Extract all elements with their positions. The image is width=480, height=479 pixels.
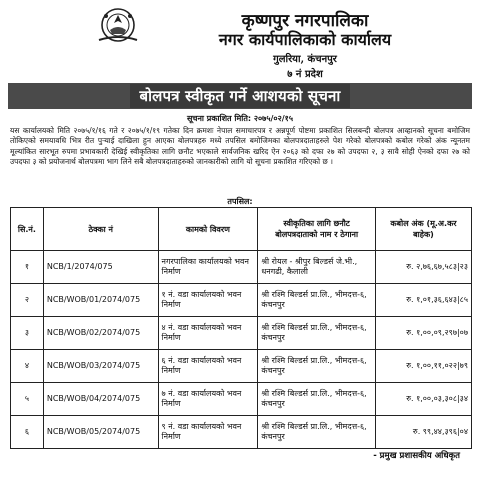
cell-contract: NCB/1/2074/075 (43, 251, 158, 284)
cell-contract: NCB/WOB/04/2074/075 (43, 383, 158, 416)
province-label: ७ नं प्रदेश (287, 69, 323, 80)
cell-amount: रु. १,००,११,०२२|७९ (375, 350, 471, 383)
notice-title-banner (8, 83, 472, 109)
cell-amount: रु. २,७६,६७,५८३|२३ (375, 251, 471, 284)
table-row (11, 317, 472, 350)
nepal-emblem-icon (96, 6, 140, 44)
bid-table (10, 207, 472, 449)
cell-serial: २ (11, 284, 44, 317)
cell-serial: ६ (11, 416, 44, 449)
cell-bidder: श्री रश्मि बिल्डर्स प्रा.लि., भीमदत्त-६, कंचनपुर (258, 350, 376, 383)
cell-serial: ४ (11, 350, 44, 383)
cell-contract: NCB/WOB/01/2074/075 (43, 284, 158, 317)
header-bidder: स्वीकृतिका लागि छनौट बोलपत्रदाताको नाम र ठेगाना (258, 208, 376, 251)
cell-description: ९ नं. वडा कार्यालयको भवन निर्माण (158, 416, 258, 449)
signature-line: - प्रमुख प्रशासकीय अधिकृत (373, 451, 460, 461)
header-serial: सि.नं. (11, 208, 44, 251)
municipality-name: कृष्णपुर नगरपालिका (241, 11, 369, 31)
cell-contract: NCB/WOB/03/2074/075 (43, 350, 158, 383)
cell-amount: रु. १,०१,३६,६४३|८५ (375, 284, 471, 317)
header-amount: कबोल अंक (मू.अ.कर बाहेक) (375, 208, 471, 251)
office-address: गुलरिया, कंचनपुर (273, 54, 337, 65)
cell-description: ७ नं. वडा कार्यालयको भवन निर्माण (158, 383, 258, 416)
cell-bidder: श्री रोयल - श्रीपुर बिल्डर्स जे.भी., धनगढी, कैलाली (258, 251, 376, 284)
cell-amount: रु. १,००,०९,२९७|०७ (375, 317, 471, 350)
cell-bidder: श्री रश्मि बिल्डर्स प्रा.लि., भीमदत्त-६, कंचनपुर (258, 284, 376, 317)
table-row (11, 416, 472, 449)
office-name: नगर कार्यपालिकाको कार्यालय (218, 30, 392, 49)
cell-serial: ५ (11, 383, 44, 416)
cell-bidder: श्री रश्मि बिल्डर्स प्रा.लि., भीमदत्त-६, कंचनपुर (258, 416, 376, 449)
table-header-row (11, 208, 472, 251)
cell-serial: १ (11, 251, 44, 284)
table-row (11, 251, 472, 284)
table-row (11, 350, 472, 383)
header-contract: ठेक्का नं (43, 208, 158, 251)
cell-description: ६ नं. वडा कार्यालयको भवन निर्माण (158, 350, 258, 383)
cell-amount: रु. ९९,४४,३९६|०४ (375, 416, 471, 449)
notice-title: बोलपत्र स्वीकृत गर्ने आशयको सूचना (130, 84, 351, 108)
cell-contract: NCB/WOB/02/2074/075 (43, 317, 158, 350)
cell-description: १ नं. वडा कार्यालयको भवन निर्माण (158, 284, 258, 317)
publication-date: सूचना प्रकाशित मिति: २०७५/०२/१५ (186, 114, 293, 123)
table-row (11, 383, 472, 416)
schedule-label: तपसिल: (227, 197, 253, 206)
cell-description: ४ नं. वडा कार्यालयको भवन निर्माण (158, 317, 258, 350)
cell-amount: रु. १,००,०३,३०८|३४ (375, 383, 471, 416)
header-description: कामको विवरण (158, 208, 258, 251)
cell-serial: ३ (11, 317, 44, 350)
cell-description: नगरपालिका कार्यालयको भवन निर्माण (158, 251, 258, 284)
cell-bidder: श्री रश्मि बिल्डर्स प्रा.लि., भीमदत्त-६, कंचनपुर (258, 383, 376, 416)
notice-body: यस कार्यालयको मिति २०७५/१/१६ गते र २०७५/१/१९ गतेका दिन क्रमशः नेपाल समाचारपत्र र अन्नपूर्ण पोष्टमा प्रकाशित सिलबन्दी बोलपत्र आव्हानको सूचना बमोजिम तोकिएको समयावधि भित्र रीत पुऱ्याई दाखिला हुन आएका बोलपत्रहरु मध्ये तपसिल बमोजिमका बोलपत्रदाताहरुले पेश गरेको बोलपत्रको कबोल गरेको अंक न्यूनतम मूल्यांकित सारभूत रुपमा प्रभावकारी देखिई स्वीकृतिका लागि छनौट भएकाले सार्वजनिक खरिद ऐन २०६३ को दफा २७ को उपदफा २, ३ सावै सोही ऐनको दफा २७ को उपदफा ३ को प्रयोजनार्थ बोलपत्रमा भाग लिने सबै बोलपत्रदाताहरुको जानकारीको लागि यो सूचना प्रकाशित गरिएको छ । (10, 126, 470, 167)
table-row (11, 284, 472, 317)
cell-bidder: श्री रश्मि बिल्डर्स प्रा.लि., भीमदत्त-६, कंचनपुर (258, 317, 376, 350)
cell-contract: NCB/WOB/05/2074/075 (43, 416, 158, 449)
